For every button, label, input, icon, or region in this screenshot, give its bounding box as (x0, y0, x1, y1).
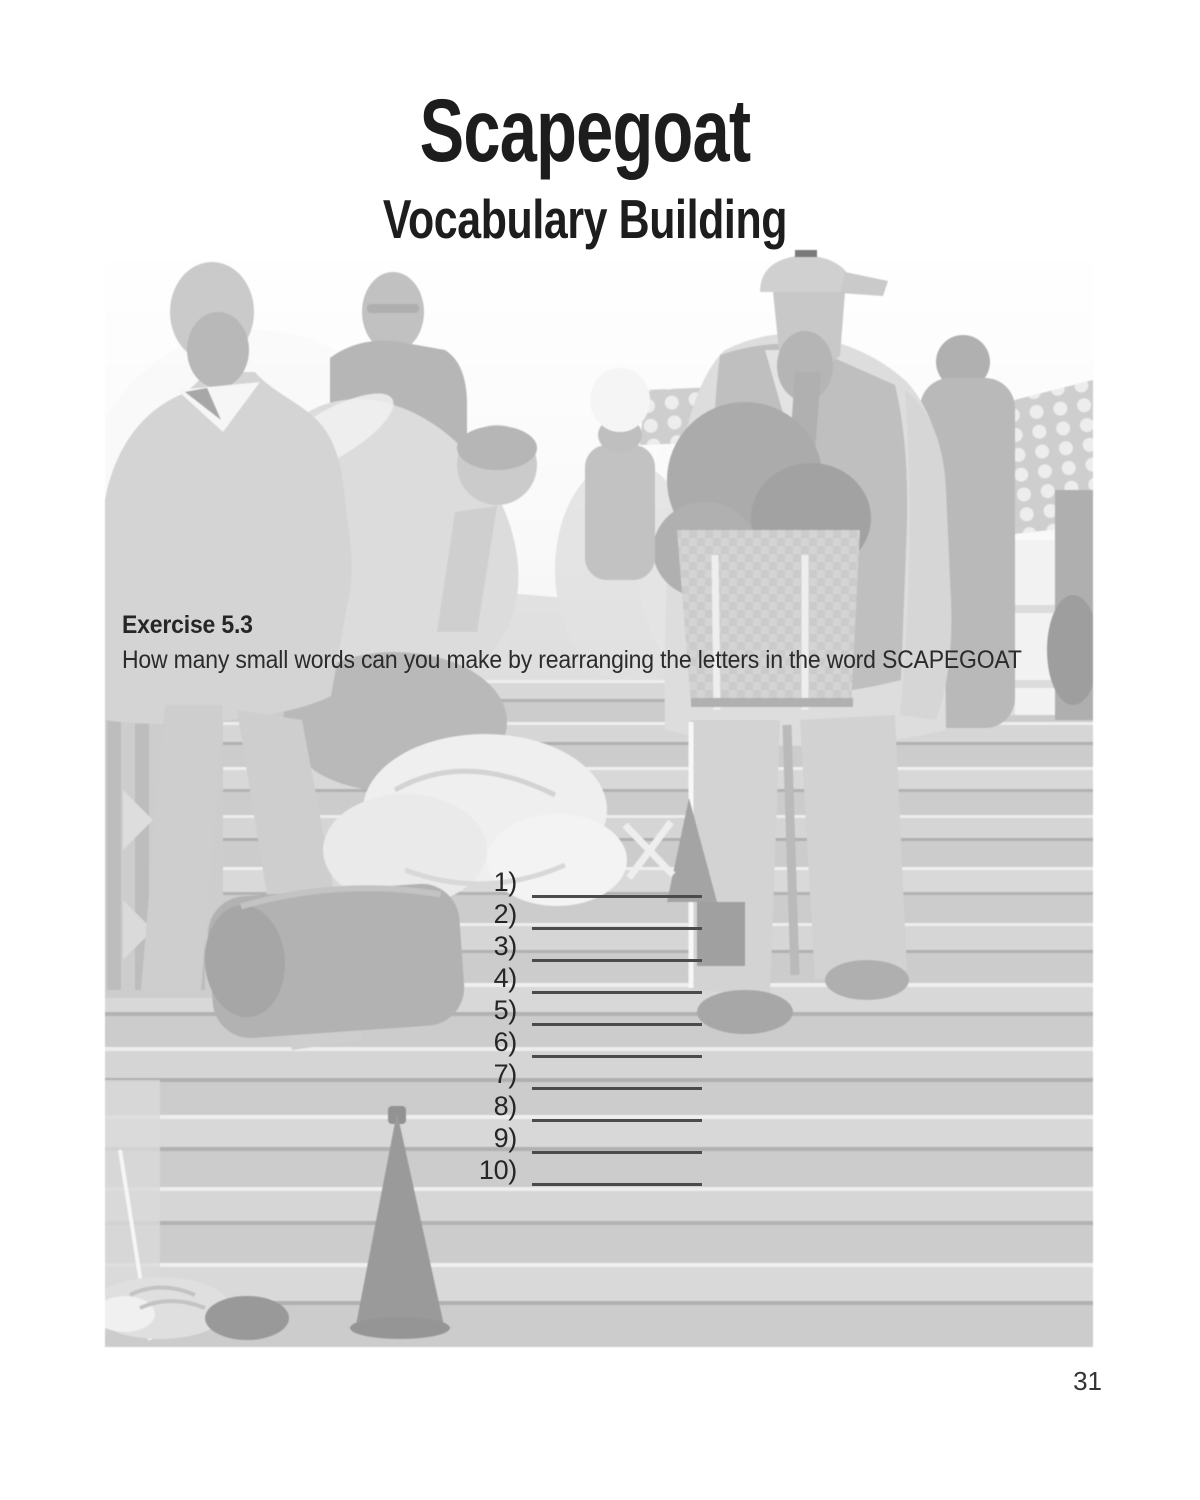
page-title: Scapegoat (419, 80, 751, 180)
item-number: 10) (478, 1155, 517, 1186)
item-number: 9) (493, 1123, 517, 1154)
answer-row (0, 1123, 702, 1154)
answer-row (0, 1091, 702, 1122)
answer-blank (532, 1113, 702, 1122)
answer-blank (532, 921, 702, 930)
answer-row (0, 995, 702, 1026)
answer-row (0, 963, 702, 994)
answer-blank (532, 1081, 702, 1090)
item-number: 8) (493, 1091, 517, 1122)
item-number: 5) (493, 995, 517, 1026)
answer-blank (532, 1145, 702, 1154)
answer-blank (532, 985, 702, 994)
answer-blank (532, 1049, 702, 1058)
item-number: 3) (493, 931, 517, 962)
answer-row (0, 1155, 702, 1186)
item-number: 7) (493, 1059, 517, 1090)
answer-row (0, 931, 702, 962)
answer-row (0, 1059, 702, 1090)
answer-blank (532, 889, 702, 898)
answer-row (0, 867, 702, 898)
page-subtitle: Vocabulary Building (382, 188, 788, 250)
answer-blank (532, 1017, 702, 1026)
exercise-label: Exercise 5.3 (122, 611, 253, 639)
exercise-question: How many small words can you make by rearranging the letters in the word SCAPEGOAT (122, 646, 1022, 674)
page-number: 31 (1073, 1366, 1102, 1396)
answer-blank (532, 953, 702, 962)
answer-row (0, 1027, 702, 1058)
item-number: 1) (493, 867, 517, 898)
answer-row (0, 899, 702, 930)
item-number: 6) (493, 1027, 517, 1058)
item-number: 2) (493, 899, 517, 930)
item-number: 4) (493, 963, 517, 994)
answer-blank (532, 1177, 702, 1186)
